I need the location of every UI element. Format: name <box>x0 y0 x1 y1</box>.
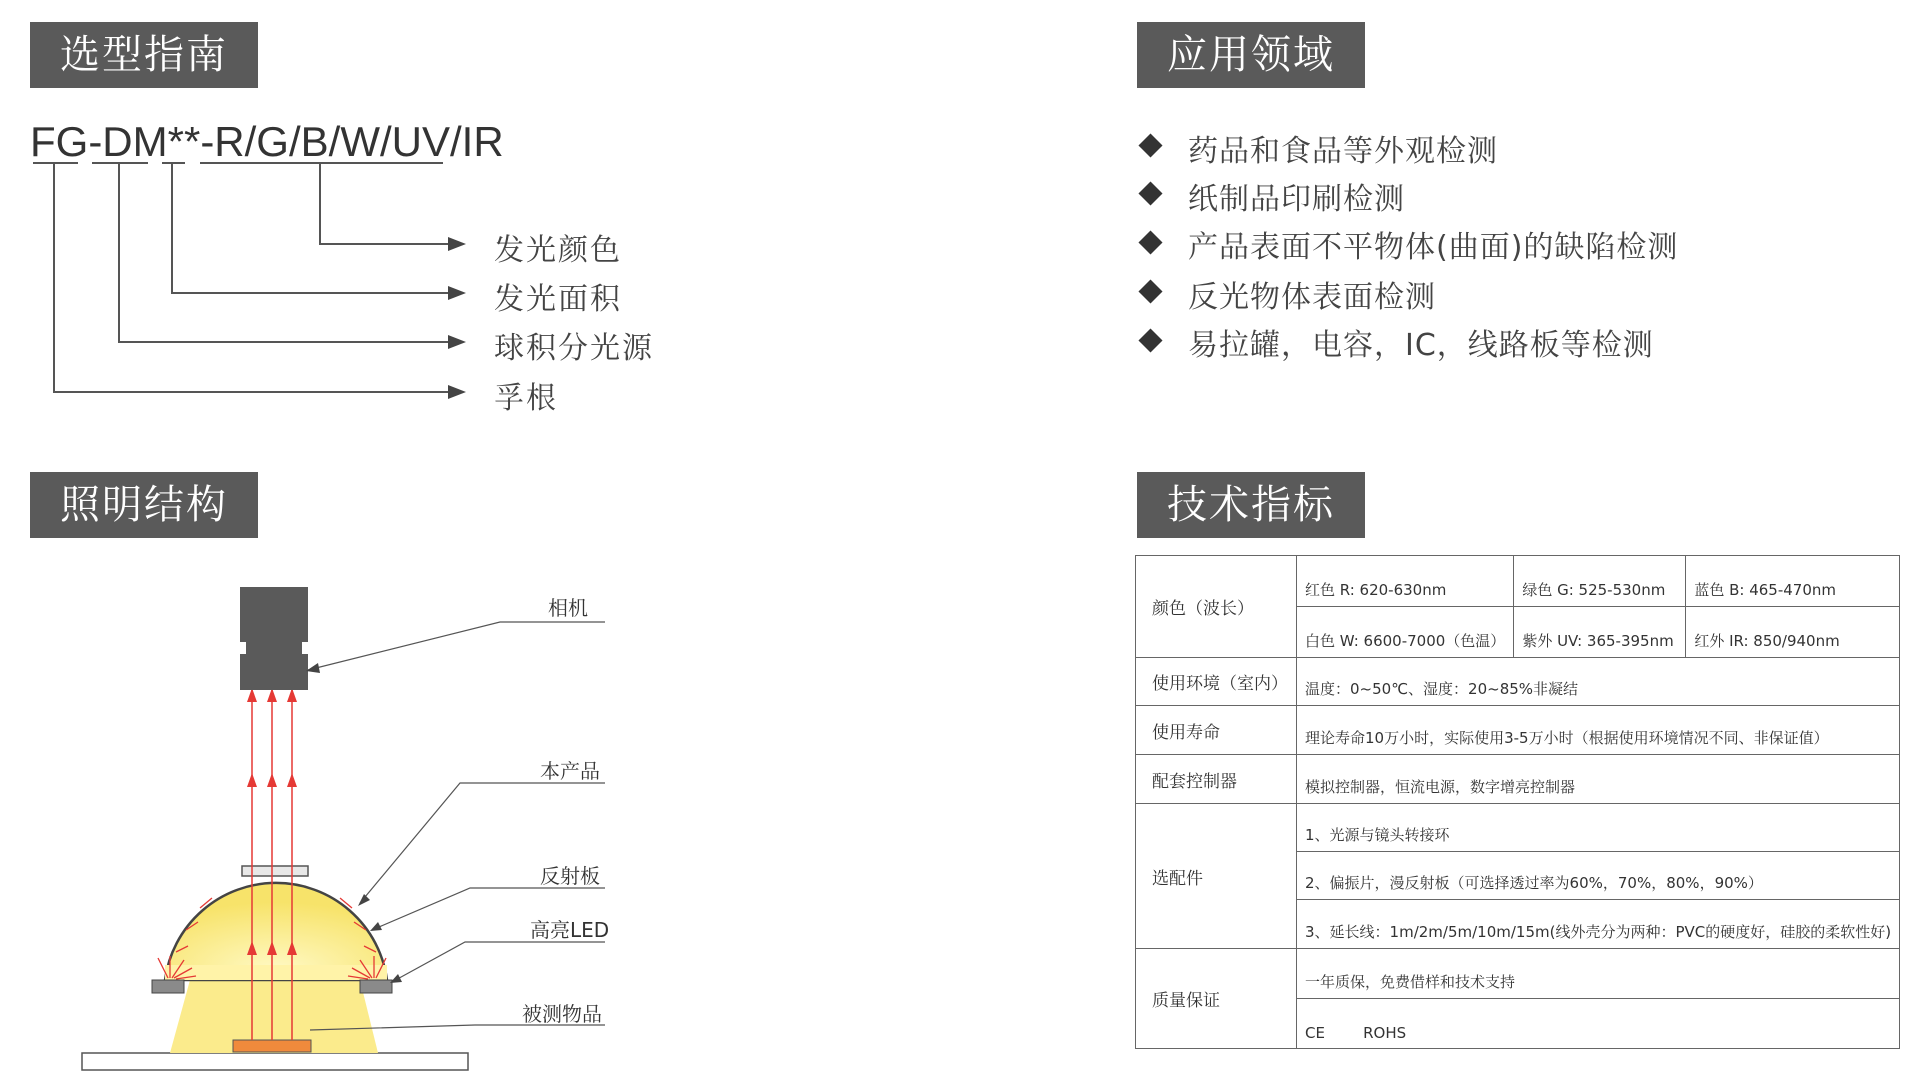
bullet-diamond <box>1138 279 1162 303</box>
label-led: 高亮LED <box>530 918 610 942</box>
bullet-diamond <box>1138 181 1162 205</box>
spec-controller-value: 模拟控制器，恒流电源，数字增亮控制器 <box>1297 755 1900 804</box>
label-camera: 相机 <box>548 596 588 620</box>
arrow-color <box>448 237 466 251</box>
arrow-area <box>448 286 466 300</box>
section-title-selection-guide: 选型指南 <box>30 22 258 88</box>
spec-red: 红色 R: 620-630nm <box>1297 556 1514 607</box>
label-emission-color: 发光颜色 <box>494 233 622 268</box>
label-brand: 孚根 <box>494 381 558 416</box>
spec-env-label: 使用环境（室内） <box>1136 658 1297 706</box>
spec-accessory-label: 选配件 <box>1136 804 1297 949</box>
spec-accessory-item: 2、偏振片，漫反射板（可选择透过率为60%，70%，80%，90%） <box>1297 852 1900 900</box>
spec-life-label: 使用寿命 <box>1136 706 1297 755</box>
led-mount-left <box>152 980 184 993</box>
arrow-brand <box>448 385 466 399</box>
label-object: 被测物品 <box>522 1002 602 1026</box>
spec-ir: 红外 IR: 850/940nm <box>1686 607 1900 658</box>
spec-life-value: 理论寿命10万小时，实际使用3-5万小时（根据使用环境情况不同、非保证值） <box>1297 706 1900 755</box>
spec-white: 白色 W: 6600-7000（色温） <box>1297 607 1514 658</box>
application-item: 易拉罐，电容，IC，线路板等检测 <box>1188 328 1654 363</box>
application-item: 产品表面不平物体(曲面)的缺陷检测 <box>1188 230 1679 265</box>
object-under-test <box>233 1040 311 1052</box>
section-title-lighting-structure: 照明结构 <box>30 472 258 538</box>
label-product: 本产品 <box>540 759 600 783</box>
spec-certification-value: CE ROHS <box>1297 999 1900 1049</box>
connector-series <box>119 163 450 342</box>
application-item: 反光物体表面检测 <box>1188 280 1436 315</box>
application-item: 药品和食品等外观检测 <box>1188 134 1498 169</box>
bullet-diamond <box>1138 133 1162 157</box>
spec-blue: 蓝色 B: 465-470nm <box>1686 556 1900 607</box>
spec-quality-label: 质量保证 <box>1136 949 1297 1049</box>
spec-table <box>1135 555 1900 1049</box>
spec-green: 绿色 G: 525-530nm <box>1514 556 1686 607</box>
connector-color <box>320 163 450 244</box>
spec-quality-value: 一年质保，免费借样和技术支持 <box>1297 949 1900 999</box>
spec-color-label: 颜色（波长） <box>1136 556 1297 658</box>
spec-uv: 紫外 UV: 365-395nm <box>1514 607 1686 658</box>
label-emission-area: 发光面积 <box>494 282 622 317</box>
spec-env-value: 温度：0~50℃、湿度：20~85%非凝结 <box>1297 658 1900 706</box>
bullet-diamond <box>1138 328 1162 352</box>
led-mount-right <box>360 980 392 993</box>
section-title-applications: 应用领域 <box>1137 22 1365 88</box>
bullet-diamond <box>1138 230 1162 254</box>
section-title-tech-specs: 技术指标 <box>1137 472 1365 538</box>
label-reflector: 反射板 <box>540 864 600 888</box>
connector-area <box>172 163 450 293</box>
connector-brand <box>54 163 450 392</box>
arrow-series <box>448 335 466 349</box>
base-plate <box>82 1053 468 1070</box>
dome-band <box>165 965 387 980</box>
spec-accessory-item: 3、延长线：1m/2m/5m/10m/15m(线外壳分为两种：PVC的硬度好，硅胶的柔软性好) <box>1297 900 1900 949</box>
application-item: 纸制品印刷检测 <box>1188 182 1405 217</box>
camera-body <box>240 587 308 690</box>
model-code: FG-DM**-R/G/B/W/UV/IR <box>30 118 504 165</box>
spec-controller-label: 配套控制器 <box>1136 755 1297 804</box>
label-integrating-sphere: 球积分光源 <box>494 331 654 366</box>
spec-accessory-item: 1、光源与镜头转接环 <box>1297 804 1900 852</box>
